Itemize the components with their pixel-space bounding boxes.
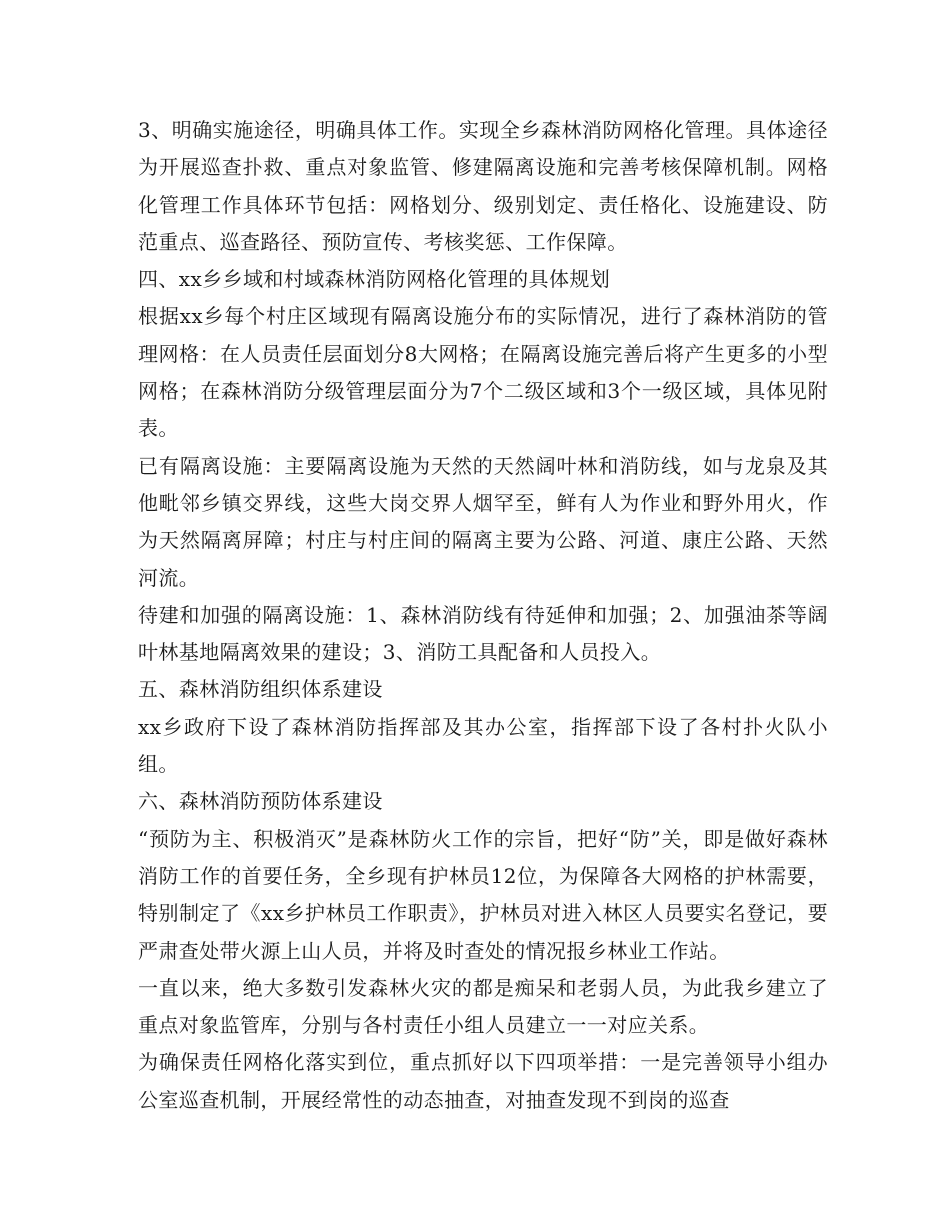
paragraph-key-targets: 一直以来，绝大多数引发森林火灾的都是痴呆和老弱人员，为此我乡建立了重点对象监管库，分别与各村责任小组人员建立一一对应关系。 <box>138 975 828 1038</box>
paragraph-grid-planning: 根据xx乡每个村庄区域现有隔离设施分布的实际情况，进行了森林消防的管理网格：在人员责任层面划分8大网格；在隔离设施完善后将产生更多的小型网格；在森林消防分级管理层面分为7个二级区域和3个一级区域，具体见附表。 <box>138 304 828 441</box>
paragraph-existing-facilities: 已有隔离设施：主要隔离设施为天然的天然阔叶林和消防线，如与龙泉及其他毗邻乡镇交界线，这些大岗交界人烟罕至，鲜有人为作业和野外用火，作为天然隔离屏障；村庄与村庄间的隔离主要为公路、河道、康庄公路、天然河流。 <box>138 453 828 590</box>
heading-section-six: 六、森林消防预防体系建设 <box>138 789 383 814</box>
paragraph-facilities-to-build: 待建和加强的隔离设施：1、森林消防线有待延伸和加强；2、加强油茶等阔叶林基地隔离效果的建设；3、消防工具配备和人员投入。 <box>138 602 828 665</box>
heading-section-four: 四、xx乡乡域和村域森林消防网格化管理的具体规划 <box>138 267 611 292</box>
paragraph-organization: xx乡政府下设了森林消防指挥部及其办公室，指挥部下设了各村扑火队小组。 <box>138 714 828 777</box>
paragraph-four-measures: 为确保责任网格化落实到位，重点抓好以下四项举措：一是完善领导小组办公室巡查机制，开展经常性的动态抽查，对抽查发现不到岗的巡查 <box>138 1050 828 1112</box>
paragraph-implementation-path: 3、明确实施途径，明确具体工作。实现全乡森林消防网格化管理。具体途径为开展巡查扑救、重点对象监管、修建隔离设施和完善考核保障机制。网格化管理工作具体环节包括：网格划分、级别划定、责任格化、设施建设、防范重点、巡查路径、预防宣传、考核奖惩、工作保障。 <box>138 118 828 254</box>
heading-section-five: 五、森林消防组织体系建设 <box>138 677 383 702</box>
paragraph-prevention-principle: “预防为主、积极消灭”是森林防火工作的宗旨，把好“防”关，即是做好森林消防工作的首要任务，全乡现有护林员12位，为保障各大网格的护林需要，特别制定了《xx乡护林员工作职责》，护林员对进入林区人员要实名登记，要严肃查处带火源上山人员，并将及时查处的情况报乡林业工作站。 <box>138 826 828 963</box>
document-body <box>138 112 828 1119</box>
